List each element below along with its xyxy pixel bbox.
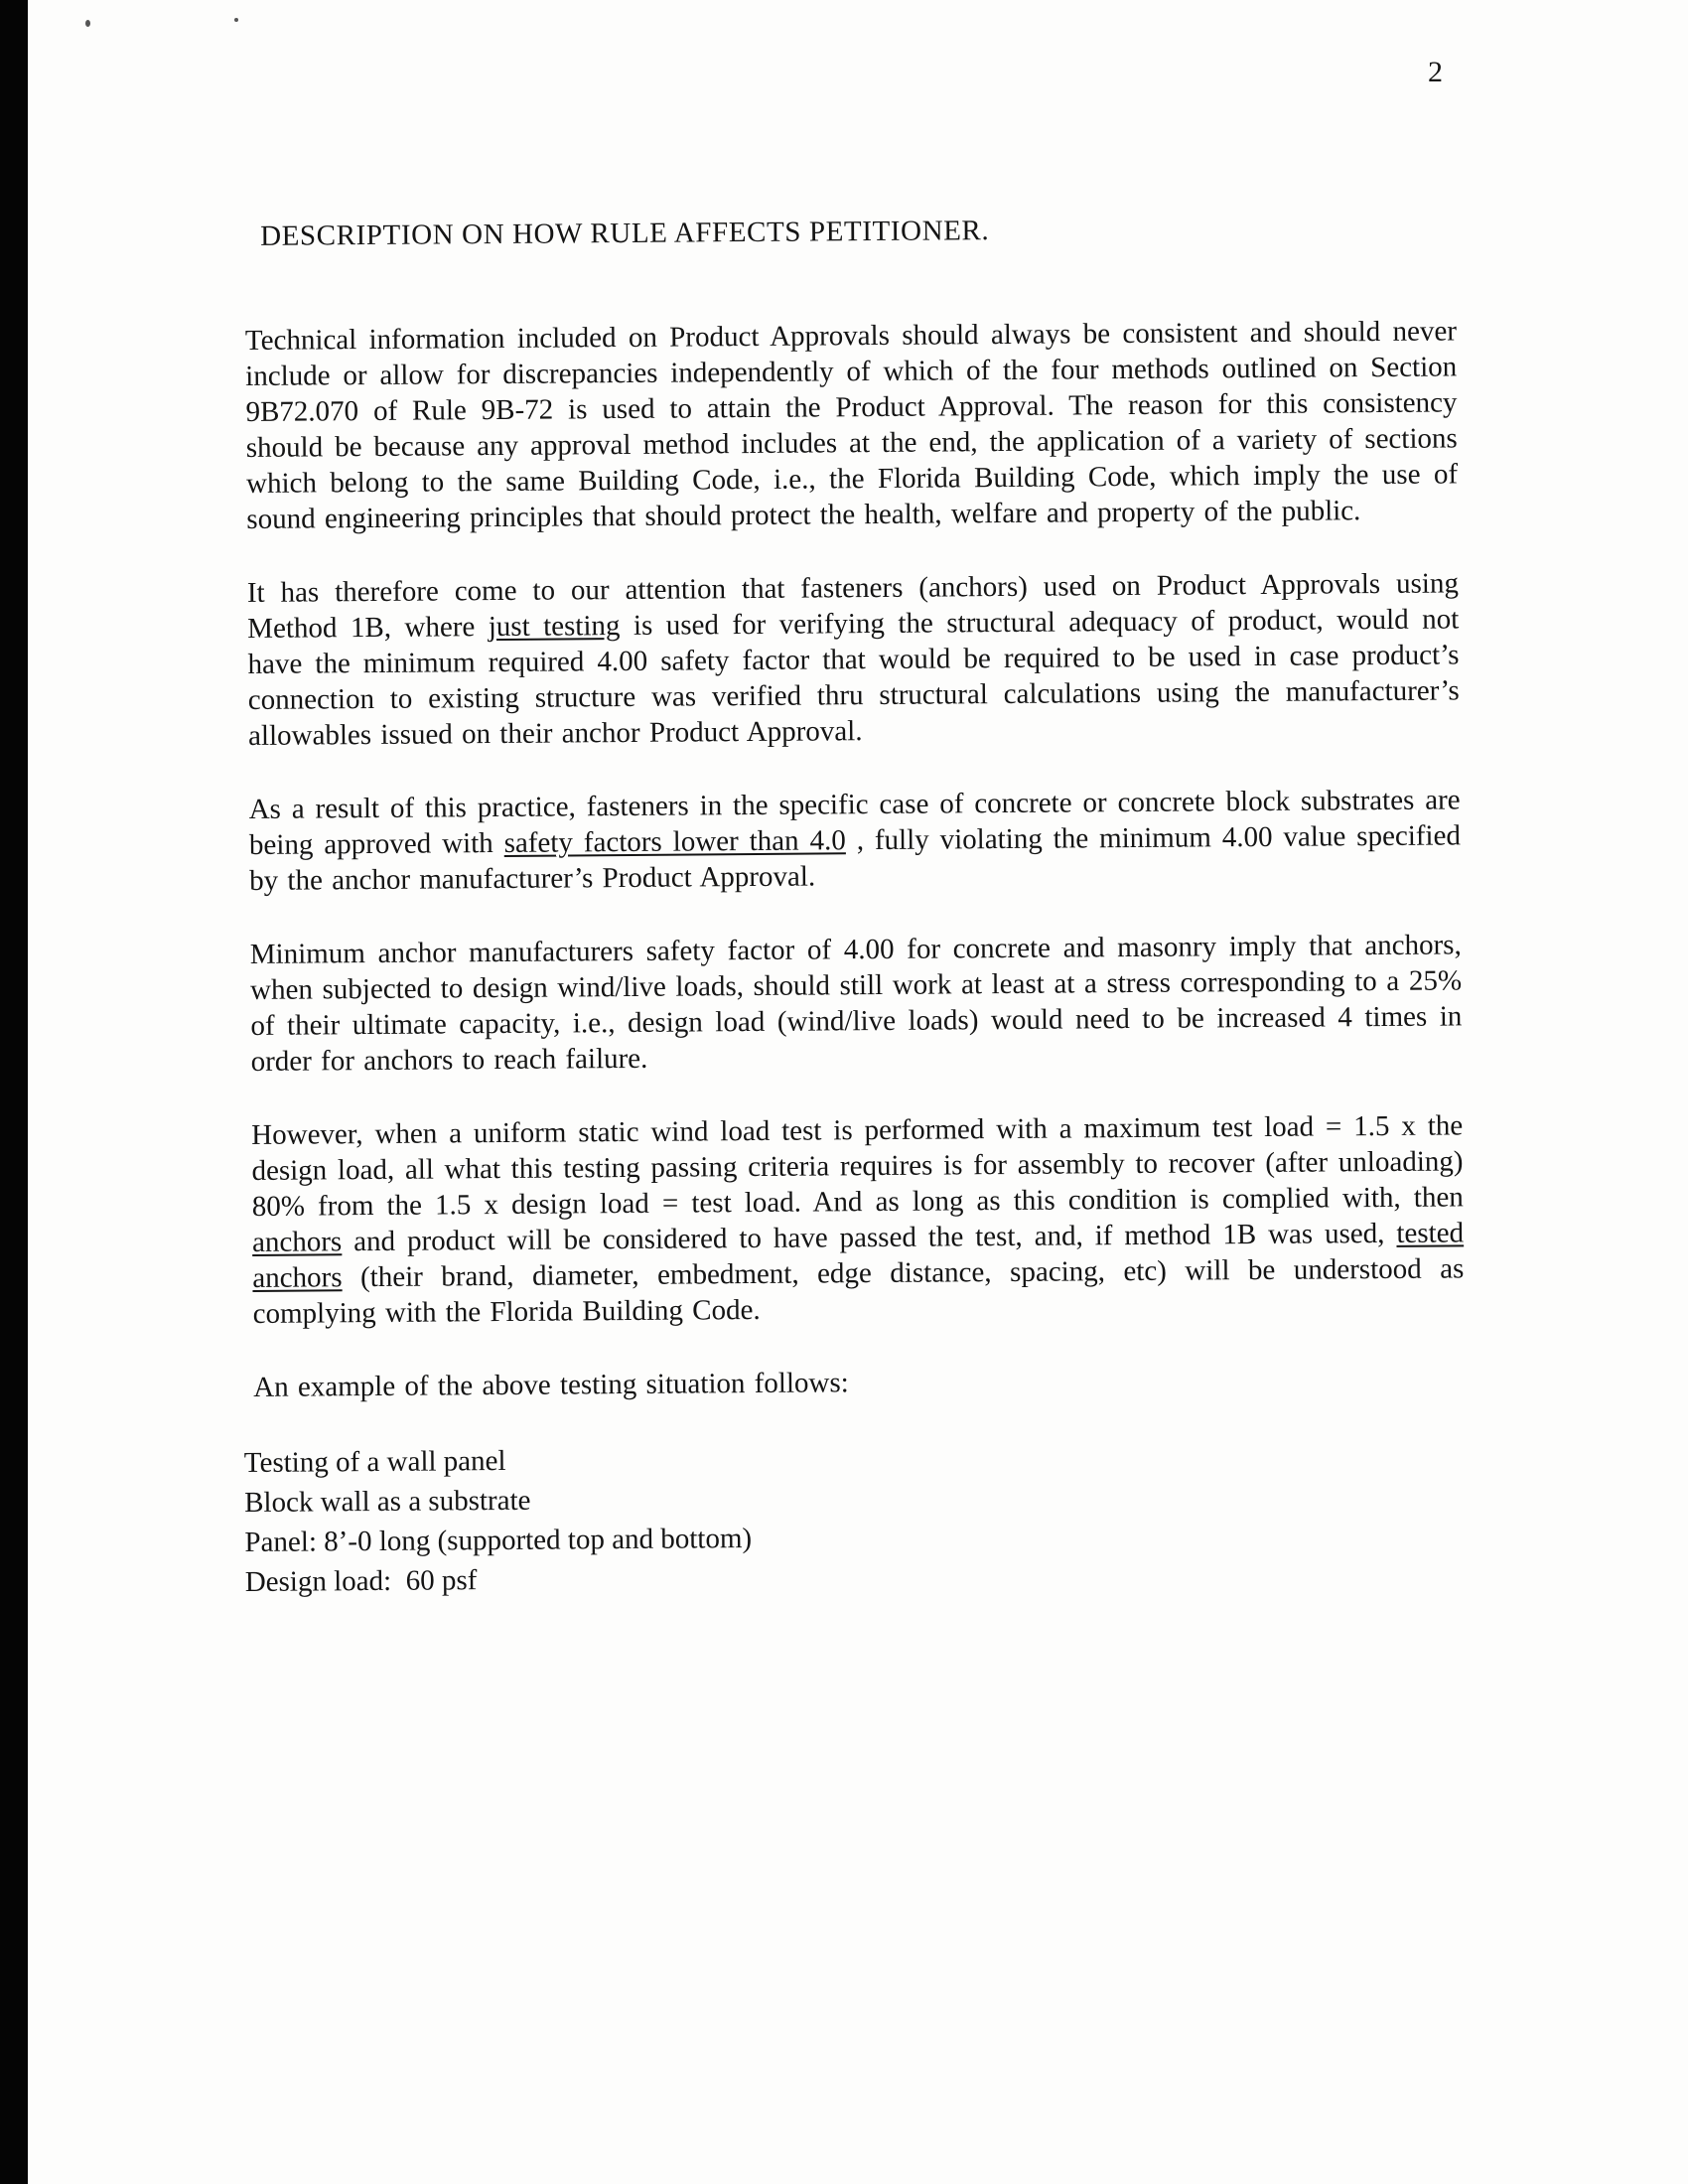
paragraph-safety-factors: As a result of this practice, fasteners in the specific case of concrete or concrete block substrates are being approved with safety factors lower than 4.0 , fully violating the minimum 4.00 value specified by the anchor manufacturer’s Product Approval.: [248, 784, 1462, 897]
example-line-design-load: Design load: 60 psf: [244, 1564, 478, 1599]
scan-speckle: [85, 20, 90, 27]
paragraph-method-1b: It has therefore come to our attention that fasteners (anchors) used on Product Approvals using Method 1B, where just testing is used for verifying the structural adequacy of product, would not have the minimum required 4.00 safety factor that would be required to be used in case product’s connection to existing structure was verified thru structural calculations using the manufacturer’s allowables issued on their anchor Product Approval.: [246, 567, 1460, 752]
scan-speckle: [234, 18, 238, 22]
paragraph-example-intro: An example of the above testing situation follows:: [253, 1367, 849, 1403]
scan-edge-artifact: [0, 0, 28, 2184]
document-heading: DESCRIPTION ON HOW RULE AFFECTS PETITIONER.: [259, 215, 990, 252]
example-line-panel: Panel: 8’-0 long (supported top and bottom): [244, 1523, 753, 1559]
example-list: [243, 1433, 1467, 1602]
example-line-testing: Testing of a wall panel: [243, 1444, 506, 1480]
example-line-substrate: Block wall as a substrate: [244, 1484, 531, 1520]
paragraph-technical-information: Technical information included on Product Approvals should always be consistent and should never include or allow for discrepancies independently of which of the four methods outlined on Section 9B72.070 of Rule 9B-72 is used to attain the Product Approval. The reason for this consistency should be because any approval method includes at the end, the application of a variety of sections which belong to the same Building Code, i.e., the Florida Building Code, which imply the use of sound engineering principles that should protect the health, welfare and property of the public.: [244, 315, 1459, 535]
paragraph-wind-load-test: However, when a uniform static wind load test is performed with a maximum test load = 1.5 x the design load, all what this testing passing criteria requires is for assembly to recover (after unloading) 80% from the 1.5 x design load = test load. And as long as this condition is complied with, then anchors and product will be considered to have passed the test, and, if method 1B was used, tested anchors (their brand, diameter, embedment, edge distance, spacing, etc) will be understood as complying with the Florida Building Code.: [251, 1109, 1465, 1330]
page-number: 2: [1428, 56, 1443, 88]
document-body: [244, 211, 1467, 1602]
paragraph-minimum-safety-factor: Minimum anchor manufacturers safety factor of 4.00 for concrete and masonry imply that anchors, when subjected to design wind/live loads, should still work at least at a stress corresponding to a 25% of their ultimate capacity, i.e., design load (wind/live loads) would need to be increased 4 times in order for anchors to reach failure.: [249, 929, 1463, 1078]
